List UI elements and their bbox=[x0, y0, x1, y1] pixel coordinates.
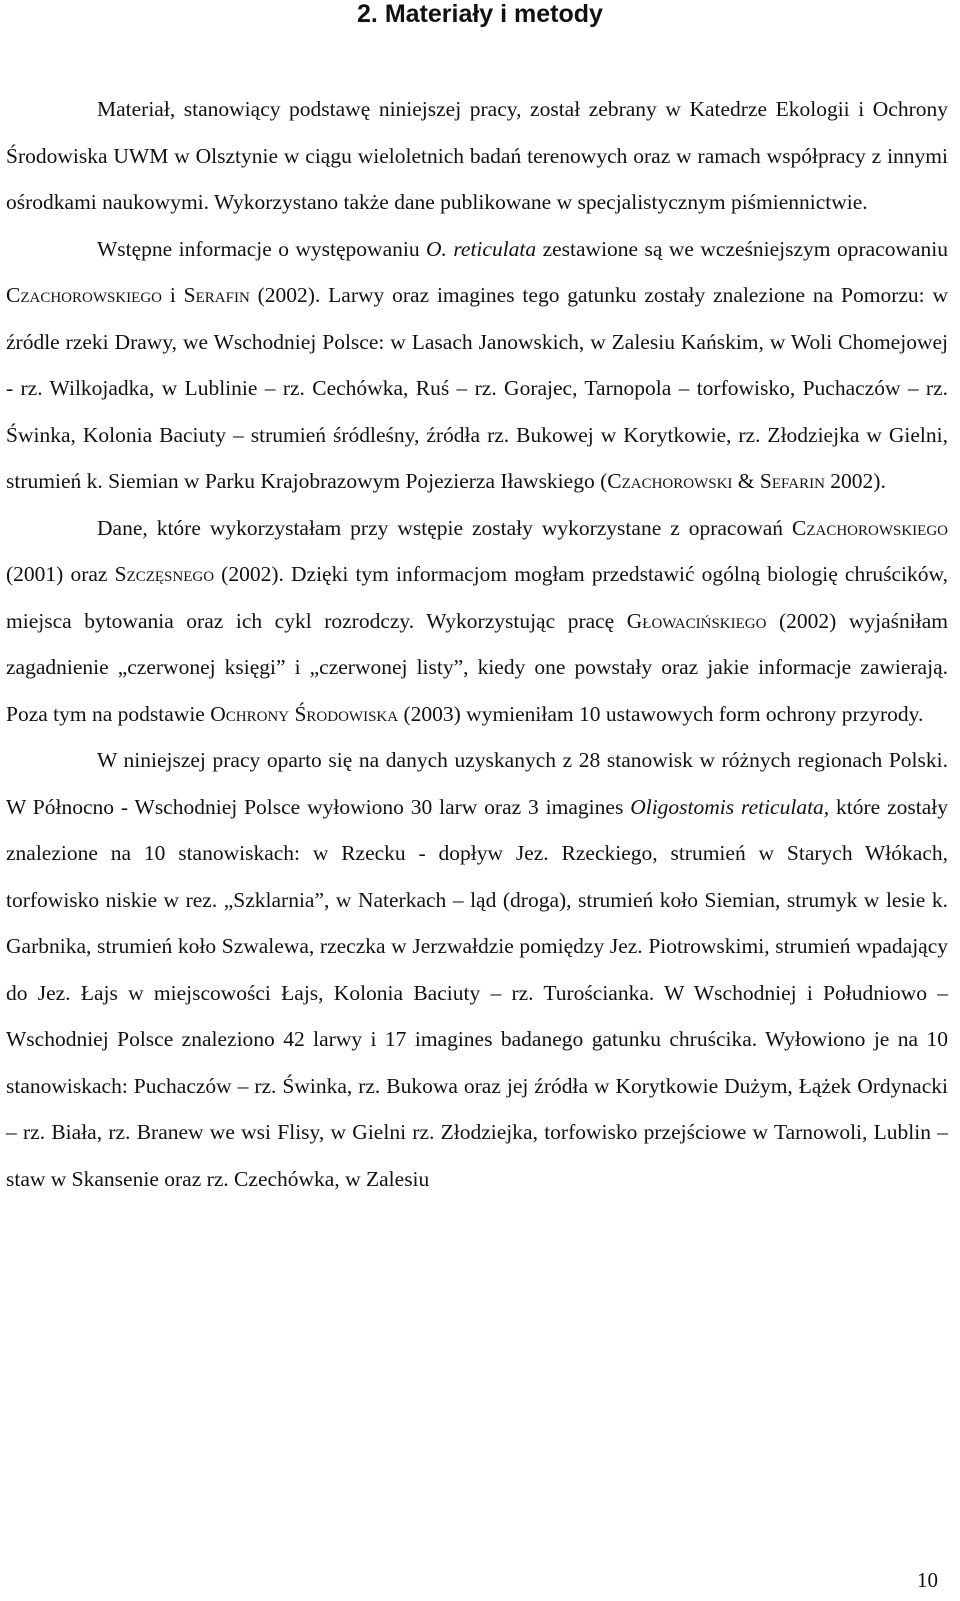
text-run: i bbox=[162, 283, 184, 307]
text-run: (2002) wyjaśniłam zagadnienie „czerwonej księgi” i „czerwonej listy”, kiedy one powstały oraz jakie informacje zawierają. Poza tym na podstawie bbox=[6, 608, 948, 726]
page-number: 10 bbox=[917, 1568, 938, 1592]
text-run: Dane, które wykorzystałam przy wstępie zostały wykorzystane z opracowań bbox=[97, 515, 792, 540]
text-run: (2002). Dzięki tym informacjom mogłam przedstawić ogólną biologię chruścików, miejsca bytowania oraz ich cykl rozrodczy. Wykorzystując pracę bbox=[6, 562, 948, 633]
text-run: Wstępne informacje o występowaniu bbox=[97, 236, 427, 261]
author-name: Serafin bbox=[183, 283, 250, 307]
text-run: (2001) oraz bbox=[6, 562, 115, 586]
author-name: Szczęsnego bbox=[114, 562, 215, 586]
paragraph-occurrence-info bbox=[6, 226, 948, 505]
author-name: Ochrony Środowiska bbox=[210, 701, 399, 726]
text-run: (2002). Larwy oraz imagines tego gatunku zostały znalezione na Pomorzu: w źródle rzeki Drawy, we Wschodniej Polsce: w Lasach Janowskich, w Zalesiu Kańskim, w Woli Chomejowej - rz. Wilkojadka, w Lublinie – rz. Cechówka, Ruś – rz. Gorajec, Tarnopola – torfowisko, Puchaczów – rz. Świnka, Kolonia Baciuty – strumień śródleśny, źródła rz. Bukowej w Korytkowie, rz. Złodziejka w Gielni, strumień k. Siemian w Parku Krajobrazowym Pojezierza Iławskiego ( bbox=[6, 283, 948, 493]
paragraph-literature-sources bbox=[6, 505, 948, 738]
author-name: Czachorowskiego bbox=[792, 515, 948, 540]
paragraph-materials-source bbox=[6, 86, 948, 226]
section-heading: 2. Materiały i metody bbox=[357, 0, 603, 28]
author-name: Czachorowski bbox=[607, 469, 733, 493]
text-run: W niniejszej pracy oparto się na danych uzyskanych z 28 stanowisk w różnych regionach Polski. W Północno - Wschodniej Polsce wyłowiono 30 larw oraz 3 imagines bbox=[6, 748, 948, 819]
text-run: które zostały znalezione na 10 stanowiskach: w Rzecku - dopływ Jez. Rzeckiego, strumień w Starych Włókach, torfowisko niskie w rez. „Szklarnia”, w Naterkach – ląd (droga), strumień koło Siemian, strumyk w lesie k. Garbnika, strumień koło Szwalewa, rzeczka w Jerzwałdzie pomiędzy Jez. Piotrowskimi, strumień wpadający do Jez. Łajs w miejscowości Łajs, Kolonia Baciuty – rz. Turościanka. W Wschodniej i Południowo – Wschodniej Polsce znaleziono 42 larwy i 17 imagines badanego gatunku chruścika. Wyłowiono je na 10 stanowiskach: Puchaczów – rz. Świnka, rz. Bukowa oraz jej źródła w Korytkowie Dużym, Łążek Ordynacki – rz. Biała, rz. Branew we wsi Flisy, w Gielni rz. Złodziejka, torfowisko przejściowe w Tarnowoli, Lublin – staw w Skansenie oraz rz. Czechówka, w Zalesiu bbox=[6, 794, 948, 1191]
text-run: Materiał, stanowiący podstawę niniejszej pracy, został zebrany w Katedrze Ekologii i Ochrony Środowiska UWM w Olsztynie w ciągu wieloletnich badań terenowych oraz w ramach współpracy z innymi ośrodkami naukowymi. Wykorzystano także dane publikowane w specjalistycznym piśmiennictwie. bbox=[6, 97, 948, 214]
italic-text: O. reticulata bbox=[426, 236, 537, 261]
author-name: Sefarin bbox=[759, 469, 825, 493]
text-run: 2002). bbox=[824, 469, 886, 493]
body-text bbox=[6, 86, 948, 1202]
author-name: Czachorowskiego bbox=[6, 283, 162, 307]
author-name: Głowacińskiego bbox=[626, 608, 767, 633]
text-run: & bbox=[732, 469, 760, 493]
text-run: (2003) wymieniłam 10 ustawowych form ochrony przyrody. bbox=[398, 701, 924, 726]
italic-text: Oligostomis reticulata, bbox=[630, 794, 830, 819]
paragraph-study-sites bbox=[6, 737, 948, 1202]
text-run: zestawione są we wcześniejszym opracowaniu bbox=[536, 236, 948, 261]
